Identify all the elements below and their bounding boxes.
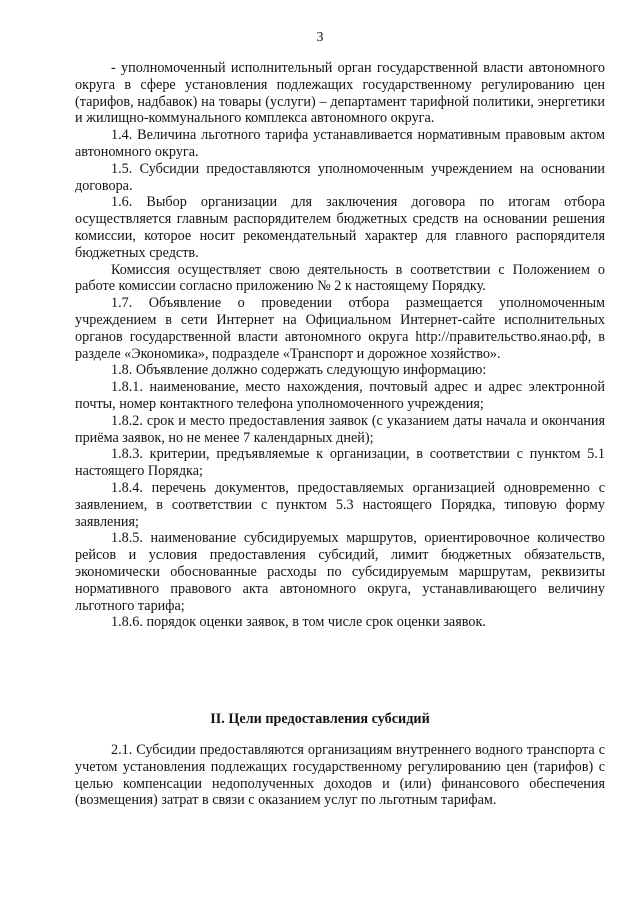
- paragraph-1-6: 1.6. Выбор организации для заключения договора по итогам отбора осуществляется главным распорядителем бюджетных средств на основании решения комиссии, которое носит рекомендательный характер для главного распорядителя бюджетных средств.: [75, 194, 605, 261]
- paragraph-commission: Комиссия осуществляет свою деятельность в соответствии с Положением о работе комиссии согласно приложению № 2 к настоящему Порядку.: [75, 261, 605, 295]
- paragraph-1-8-6: 1.8.6. порядок оценки заявок, в том числе срок оценки заявок.: [111, 614, 486, 631]
- paragraph-1-4: 1.4. Величина льготного тарифа устанавливается нормативным правовым актом автономного округа.: [75, 127, 605, 160]
- paragraph-1-8-5: 1.8.5. наименование субсидируемых маршрутов, ориентировочное количество рейсов и условия предоставления субсидий, лимит бюджетных обязательств, экономически обоснованные расходы по субсидируемым маршрутам, реквизиты нормативного правового акта автономного округа, устанавливающего величину льготного тарифа;: [75, 530, 605, 614]
- paragraph-1-8: 1.8. Объявление должно содержать следующую информацию:: [111, 362, 487, 379]
- body-text: [75, 60, 605, 631]
- paragraph-1-8-3: 1.8.3. критерии, предъявляемые к организации, в соответствии с пунктом 5.1 настоящего Порядка;: [75, 446, 605, 480]
- page-number: 3: [316, 30, 324, 45]
- paragraph-1-8-2: 1.8.2. срок и место предоставления заявок (с указанием даты начала и окончания приёма заявок, но не менее 7 календарных дней);: [75, 412, 605, 446]
- paragraph-1-8-1: 1.8.1. наименование, место нахождения, почтовый адрес и адрес электронной почты, номер контактного телефона уполномоченного учреждения;: [75, 379, 605, 412]
- paragraph-authority: - уполномоченный исполнительный орган государственной власти автономного округа в сфере установления подлежащих государственному регулированию цен (тарифов, надбавок) на товары (услуги) – департамент тарифной политики, энергетики и жилищно-коммунального комплекса автономного округа.: [75, 60, 605, 127]
- paragraph-1-5: 1.5. Субсидии предоставляются уполномоченным учреждением на основании договора.: [75, 160, 605, 194]
- section-heading: II. Цели предоставления субсидий: [210, 711, 430, 727]
- paragraph-1-8-4: 1.8.4. перечень документов, предоставляемых организацией одновременно с заявлением, в соответствии с пунктом 5.3 настоящего Порядка, типовую форму заявления;: [75, 479, 605, 530]
- paragraph-2-1: 2.1. Субсидии предоставляются организациям внутреннего водного транспорта с учетом установления подлежащих государственному регулированию цен (тарифов) с целью компенсации недополученных доходов и (или) финансового обеспечения (возмещения) затрат в связи с оказанием услуг по льготным тарифам.: [75, 742, 605, 809]
- paragraph-1-7: 1.7. Объявление о проведении отбора размещается уполномоченным учреждением в сети Интернет на Официальном Интернет-сайте исполнительных органов государственной власти автономного округа http://правительство.янао.рф, в разделе «Экономика», подразделе «Транспорт и дорожное хозяйство».: [75, 295, 605, 362]
- section-2-text: [75, 742, 605, 809]
